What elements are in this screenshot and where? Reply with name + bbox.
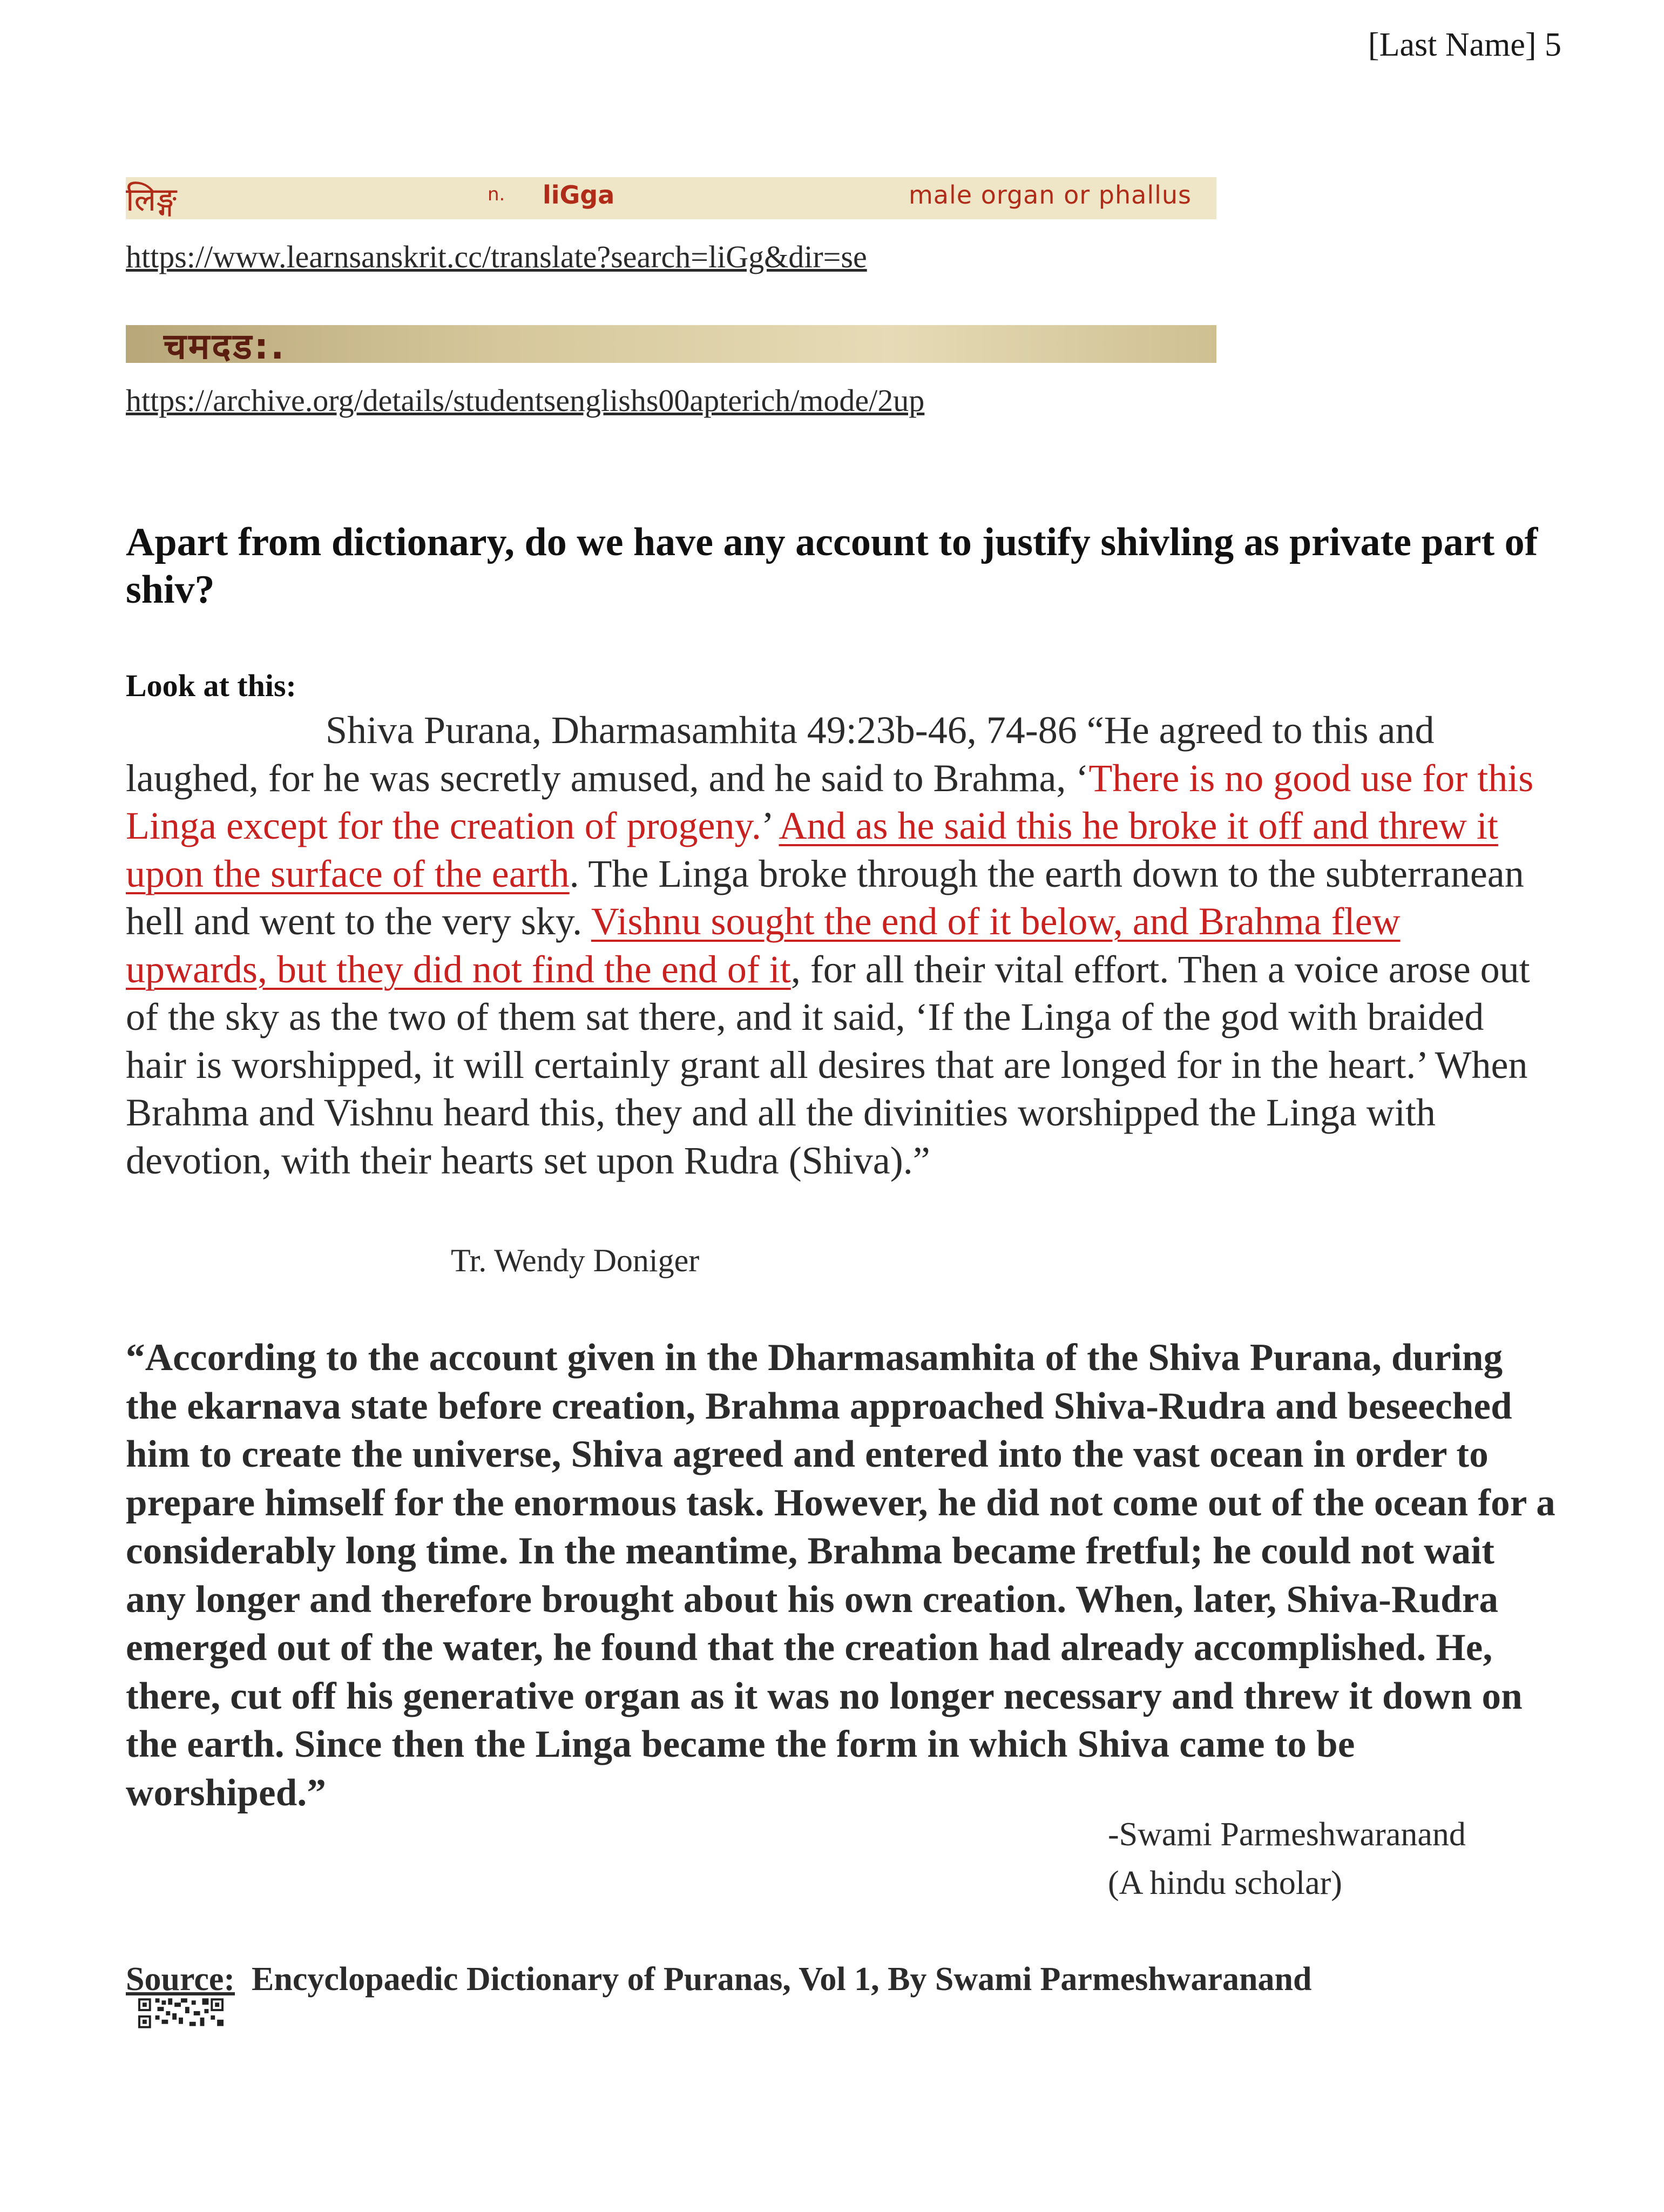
scholar-quote: “According to the account given in the Dharmasamhita of the Shiva Purana, during the ekarnava state before creation, Brahma approached Shiva-Rudra and beseeched him to create the universe, Shiva agreed and entered into the vast ocean in order to prepare himself for the enormous task. However, he did not come out of the ocean for a considerably long time. In the meantime, Brahma became fretful; he could not wait any longer and therefore brought about his own creation. When, later, Shiva-Rudra emerged out of the water, he found that the creation had already accomplished. He, there, cut off his generative organ as it was no longer necessary and threw it down on the earth. Since then the Linga became the form in which Shiva came to be worshiped.” [126, 1337, 1555, 1814]
passage-text-1: Shiva Purana, Dharmasamhita 49:23b-46, 74-86 “He agreed to this and laughed, for he was secretly amused, and he said to Brahma, ‘ [126, 709, 1435, 800]
source-label: Source: [126, 1961, 235, 1998]
page-number-header: [Last Name] 5 [1368, 26, 1561, 63]
translator-credit: Tr. Wendy Doniger [451, 1243, 700, 1278]
qr-code-icon [138, 1998, 224, 2028]
passage-text-4: , for all their vital effort. Then a voice arose out of the sky as the two of them sat there, and it said, ‘If the Linga of the god with braided hair is worshipped, it will certainly grant all desires that are longed for in the heart.’ When Brahma and Vishnu heard this, they and all the divinities worshipped the Linga with devotion, with their hearts set upon Rudra (Shiva).” [126, 947, 1530, 1182]
meaning: male organ or phallus [909, 180, 1192, 210]
archive-link[interactable]: https://archive.org/details/studentsenglishs00apterich/mode/2up [126, 383, 925, 418]
passage-text-3: . The Linga broke through the earth down to the subterranean hell and went to the very sky. [126, 852, 1524, 943]
look-at-label: Look at this: [126, 668, 296, 703]
devanagari-word: लिङ्ग [126, 181, 177, 219]
shiva-purana-passage [126, 706, 1540, 1184]
dictionary-entry-image-2 [126, 325, 1216, 367]
question-heading: Apart from dictionary, do we have any account to justify shivling as private part of shiv? [126, 520, 1538, 612]
source-line [126, 1960, 1311, 1999]
source-text: Encyclopaedic Dictionary of Puranas, Vol 1, By Swami Parmeshwaranand [252, 1961, 1312, 1998]
attribution-name: -Swami Parmeshwaranand [1108, 1816, 1466, 1853]
attribution-role: (A hindu scholar) [1108, 1865, 1342, 1901]
learnsanskrit-link[interactable]: https://www.learnsanskrit.cc/translate?search=liGg&dir=se [126, 239, 867, 274]
devanagari-word-2: चमदड:. [164, 326, 287, 367]
passage-highlight-2: And as he said this he broke it off and threw it upon the surface of the earth [126, 804, 1498, 895]
part-of-speech: n. [488, 184, 505, 205]
dictionary-entry-image-1 [126, 177, 1216, 219]
passage-highlight-1: There is no good use for this Linga except for the creation of progeny. [126, 756, 1534, 847]
transliteration: liGga [543, 180, 615, 210]
passage-text-2: ’ [761, 804, 779, 847]
passage-highlight-3: Vishnu sought the end of it below, and Brahma flew upwards, but they did not find the end of it [126, 900, 1401, 991]
